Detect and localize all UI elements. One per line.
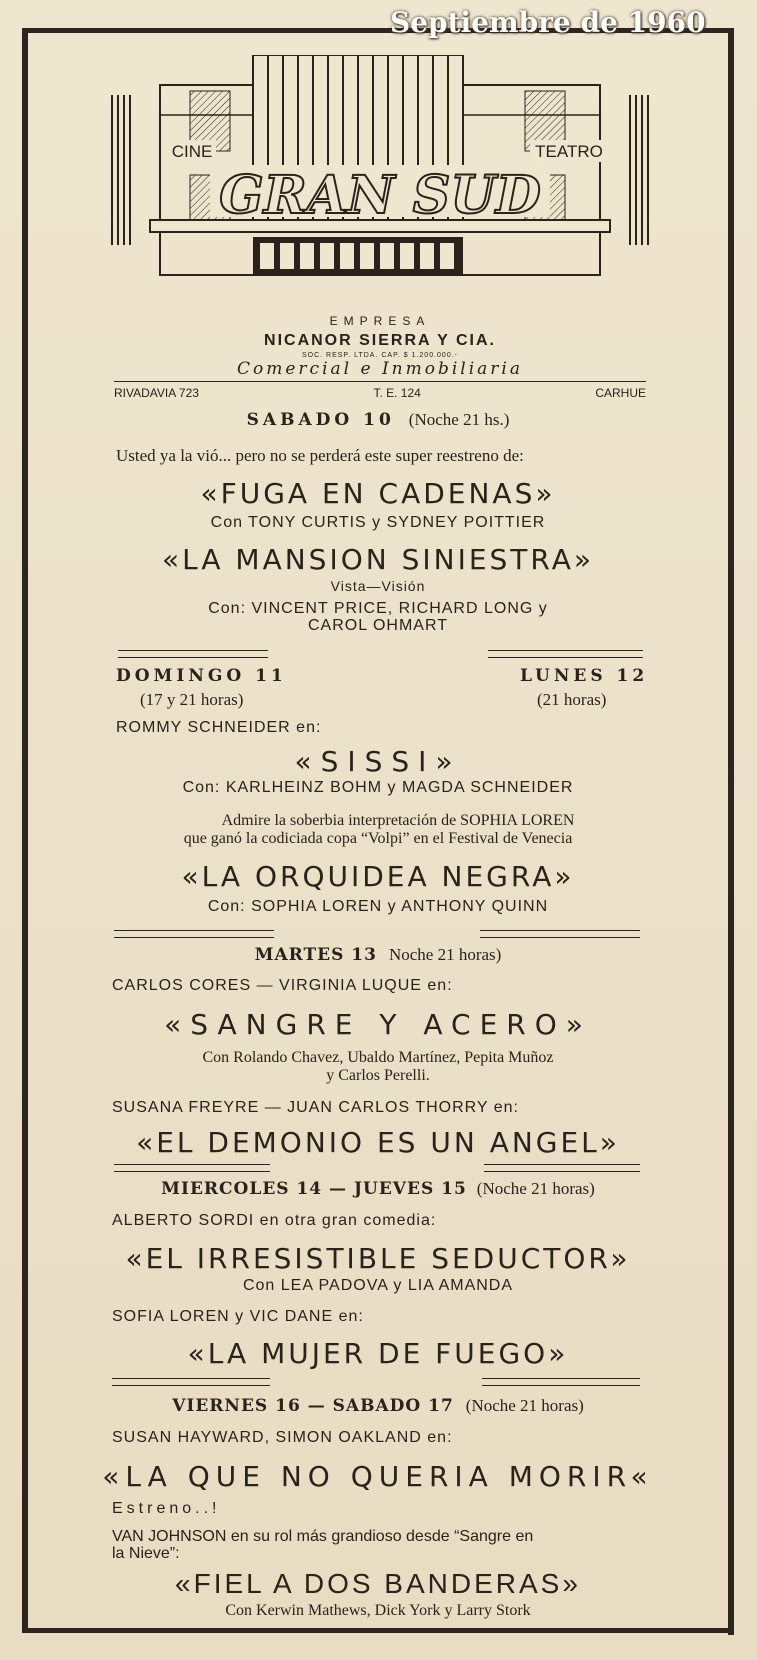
film-format-vista-vision: Vista—Visión <box>330 578 426 594</box>
sissi-actor-intro: ROMMY SCHNEIDER en: <box>116 719 322 736</box>
friday-saturday-days: VIERNES 16 — SABADO 17 <box>172 1396 454 1416</box>
promo-line2: la Nieve”: <box>112 1545 180 1562</box>
film-cast-fuga-en-cadenas: Con TONY CURTIS y SYDNEY POITTIER <box>210 514 546 531</box>
praise-line1: Admire la soberbia interpretación de SOPHIA LOREN <box>221 812 575 829</box>
company-legal-note: SOC. RESP. LTDA. CAP. $ 1.200.000.- <box>301 352 458 359</box>
film-cast-fiel-a-dos-banderas: Con Kerwin Mathews, Dick York y Larry Stork <box>225 1602 531 1619</box>
film-title-sangre-y-acero: «SANGRE Y ACERO» <box>164 1008 592 1041</box>
divider <box>482 1378 640 1386</box>
divider <box>480 930 640 938</box>
film-title-la-mujer-de-fuego: «LA MUJER DE FUEGO» <box>187 1337 569 1370</box>
frame-bottom-border <box>22 1628 734 1633</box>
promo-line1: VAN JOHNSON en su rol más grandioso desde “Sangre en <box>112 1528 534 1545</box>
monday-time: (21 horas) <box>537 690 607 709</box>
film-cast-seductor: Con LEA PADOVA y LIA AMANDA <box>242 1277 514 1294</box>
company-name: NICANOR SIERRA Y CIA. <box>264 332 496 349</box>
wednesday-thursday-time: (Noche 21 horas) <box>476 1179 595 1198</box>
wednesday-thursday-days: MIERCOLES 14 — JUEVES 15 <box>161 1179 467 1199</box>
saturday-time: (Noche 21 hs.) <box>408 410 510 429</box>
praise-line2: que ganó la codiciada copa “Volpi” en el Festival de Venecia <box>183 830 573 847</box>
theatre-logo <box>110 55 650 300</box>
saturday-heading <box>28 410 728 430</box>
logo-cine-label: CINE <box>171 142 213 161</box>
monday-day: LUNES 12 <box>520 666 649 686</box>
film-cast-mansion-line2: CAROL OHMART <box>307 617 448 634</box>
friday-saturday-time: (Noche 21 horas) <box>465 1396 584 1415</box>
company-script-tagline: Comercial e Inmobiliaria <box>237 359 523 379</box>
address-bar <box>114 381 646 400</box>
tuesday-day: MARTES 13 <box>254 945 377 965</box>
mujer-fuego-actor-intro: SOFIA LOREN y VIC DANE en: <box>112 1308 364 1325</box>
wednesday-thursday-heading <box>28 1179 728 1199</box>
film-title-la-mansion-siniestra: «LA MANSION SINIESTRA» <box>161 543 594 576</box>
tuesday-time: Noche 21 horas) <box>388 945 502 964</box>
company-header <box>110 314 650 379</box>
divider <box>484 1164 640 1172</box>
sunday-day: DOMINGO 11 <box>116 666 287 686</box>
friday-saturday-heading <box>28 1396 728 1416</box>
frame-right-border <box>728 30 734 1635</box>
film-cast-sissi: Con: KARLHEINZ BOHM y MAGDA SCHNEIDER <box>182 779 574 796</box>
film-cast-sangre-line1: Con Rolando Chavez, Ubaldo Martínez, Pepita Muñoz <box>202 1049 554 1066</box>
logo-teatro-label: TEATRO <box>535 142 603 161</box>
film-title-el-demonio-es-un-angel: «EL DEMONIO ES UN ANGEL» <box>136 1126 620 1159</box>
company-city: CARHUE <box>595 386 646 400</box>
company-address: RIVADAVIA 723 <box>114 386 199 400</box>
film-title-la-orquidea-negra: «LA ORQUIDEA NEGRA» <box>181 860 575 893</box>
film-cast-orquidea-negra: Con: SOPHIA LOREN y ANTHONY QUINN <box>207 898 549 915</box>
company-phone: T. E. 124 <box>373 386 421 400</box>
saturday-day: SABADO 10 <box>246 410 395 430</box>
sunday-time: (17 y 21 horas) <box>140 690 244 709</box>
divider <box>118 650 268 658</box>
divider <box>114 930 274 938</box>
empresa-label: EMPRESA <box>329 314 431 328</box>
film-title-la-que-no-queria-morir: «LA QUE NO QUERIA MORIR« <box>102 1460 654 1493</box>
film-title-fuga-en-cadenas: «FUGA EN CADENAS» <box>200 477 556 510</box>
tuesday-heading <box>28 945 728 965</box>
film-title-sissi: «SISSI» <box>294 745 462 778</box>
divider <box>114 1164 270 1172</box>
date-caption: Septiembre de 1960 <box>390 6 706 39</box>
film-cast-sangre-line2: y Carlos Perelli. <box>326 1067 430 1084</box>
film-title-el-irresistible-seductor: «EL IRRESISTIBLE SEDUCTOR» <box>125 1242 631 1275</box>
demonio-actor-intro: SUSANA FREYRE — JUAN CARLOS THORRY en: <box>112 1099 519 1116</box>
film-cast-mansion-line1: Con: VINCENT PRICE, RICHARD LONG y <box>208 600 548 617</box>
logo-theatre-name: GRAN SUD <box>219 165 541 226</box>
film-title-fiel-a-dos-banderas: «FIEL A DOS BANDERAS» <box>175 1568 581 1599</box>
no-queria-morir-actor-intro: SUSAN HAYWARD, SIMON OAKLAND en: <box>112 1429 453 1446</box>
estreno-label: Estreno..! <box>112 1500 221 1517</box>
seductor-actor-intro: ALBERTO SORDI en otra gran comedia: <box>112 1212 437 1229</box>
divider <box>112 1378 270 1386</box>
divider <box>488 650 643 658</box>
saturday-intro: Usted ya la vió... pero no se perderá este super reestreno de: <box>116 446 524 465</box>
sangre-actor-intro: CARLOS CORES — VIRGINIA LUQUE en: <box>112 977 453 994</box>
